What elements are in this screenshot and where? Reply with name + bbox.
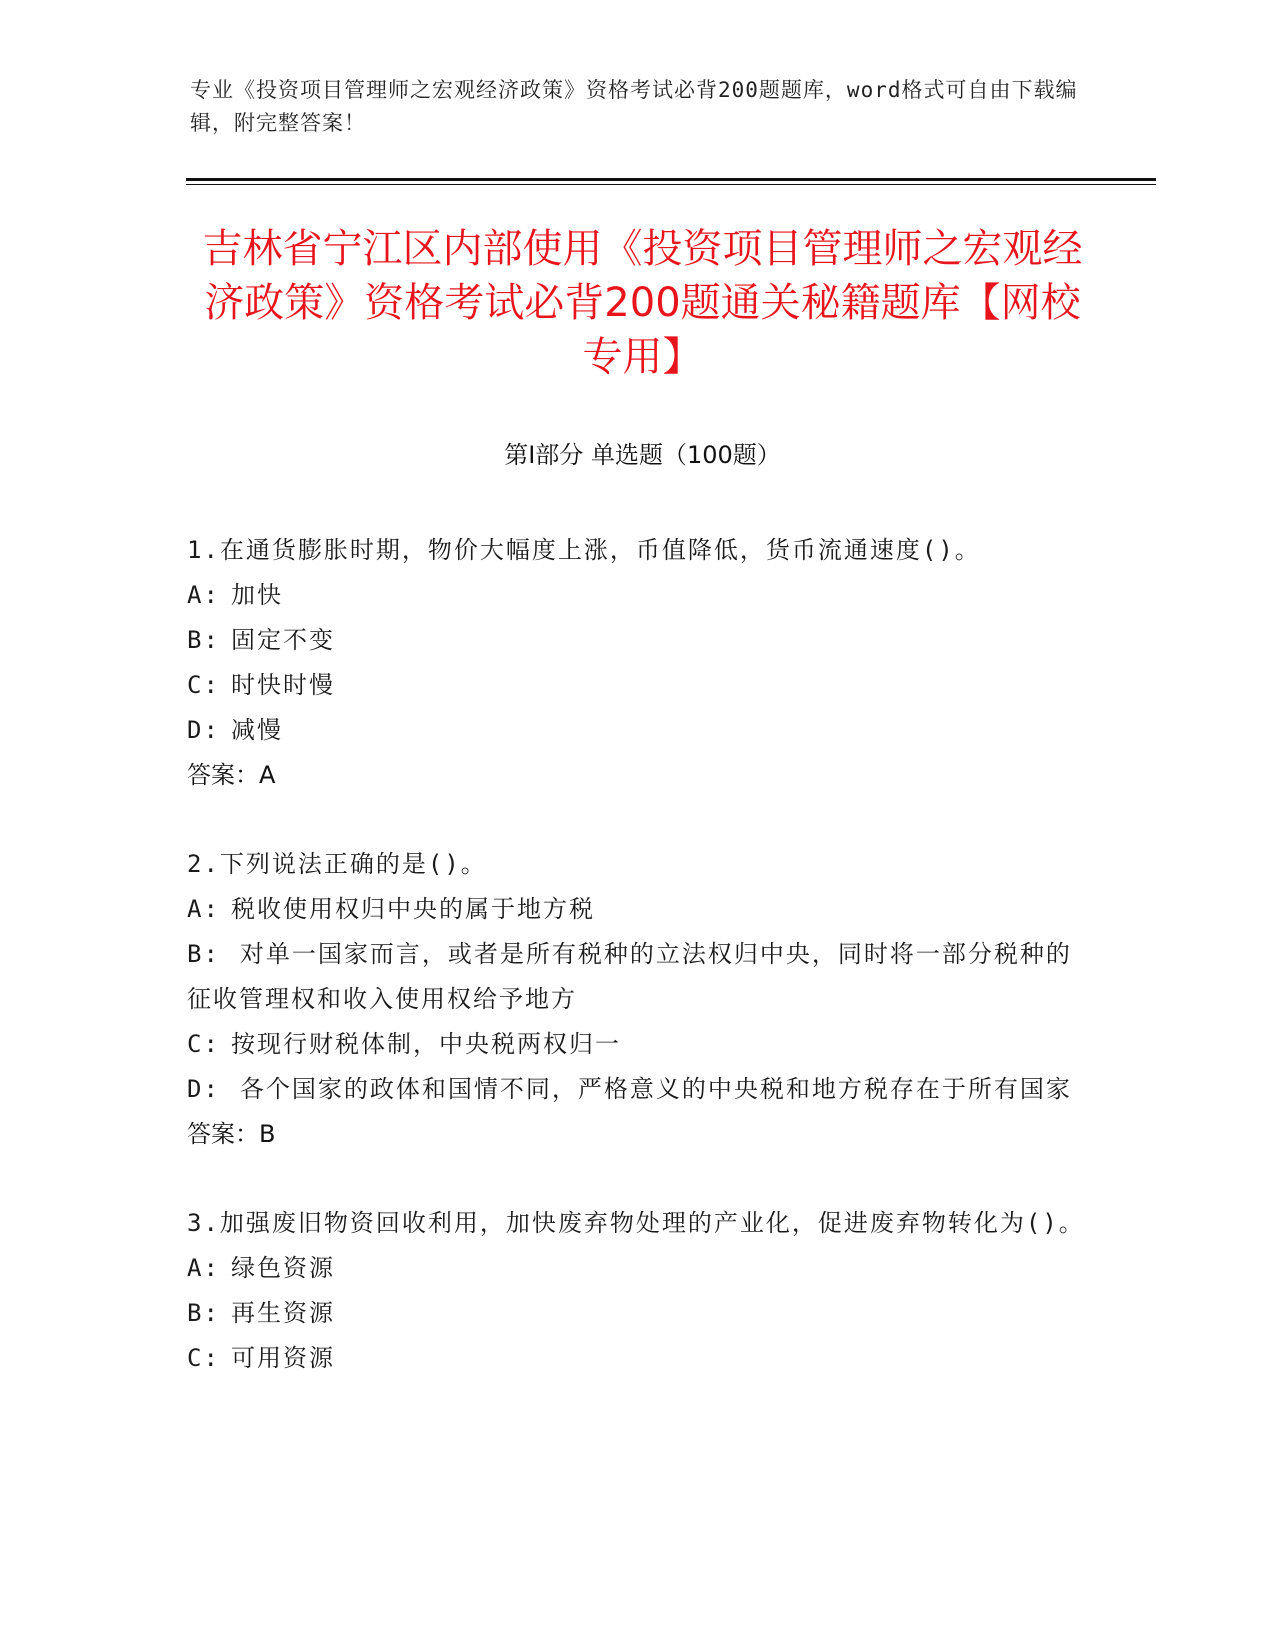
option-b — [187, 1291, 1097, 1336]
section-heading: 第I部分 单选题（100题） — [504, 441, 781, 469]
option-c — [187, 663, 1097, 708]
question-1 — [187, 528, 1097, 798]
question-stem: 3.加强废旧物资回收利用，加快废弃物处理的产业化，促进废弃物转化为()。 — [187, 1209, 1085, 1237]
option-text: 减慢 — [231, 716, 283, 744]
option-key: A: — [187, 895, 220, 923]
header-rule-thick — [186, 178, 1156, 181]
option-b — [187, 932, 1097, 1022]
question-2 — [187, 842, 1097, 1157]
option-key: B: — [187, 626, 220, 654]
option-d — [187, 1067, 1097, 1112]
answer-line: 答案：A — [187, 761, 276, 789]
question-stem: 1.在通货膨胀时期，物价大幅度上涨，币值降低，货币流通速度()。 — [187, 536, 981, 564]
document-title: 吉林省宁江区内部使用《投资项目管理师之宏观经济政策》资格考试必背200题通关秘籍题库【网校专用】 — [202, 226, 1083, 380]
option-text: 再生资源 — [231, 1299, 335, 1327]
option-key: A: — [187, 1254, 220, 1282]
option-text: 可用资源 — [231, 1344, 335, 1372]
option-key: D: — [187, 1075, 220, 1103]
option-key: C: — [187, 671, 220, 699]
option-a — [187, 887, 1097, 932]
option-b — [187, 618, 1097, 663]
option-text: 绿色资源 — [231, 1254, 335, 1282]
option-c — [187, 1336, 1097, 1381]
option-a — [187, 1246, 1097, 1291]
header-note: 专业《投资项目管理师之宏观经济政策》资格考试必背200题题库，word格式可自由下载编辑，附完整答案！ — [190, 78, 1078, 135]
header-rule-thin — [186, 184, 1156, 185]
question-list — [187, 528, 1097, 1425]
question-stem: 2.下列说法正确的是()。 — [187, 850, 487, 878]
option-text: 对单一国家而言，或者是所有税种的立法权归中央，同时将一部分税种的征收管理权和收入使用权给予地方 — [187, 940, 1072, 1013]
answer-line: 答案：B — [187, 1120, 276, 1148]
option-key: B: — [187, 940, 220, 968]
option-d — [187, 708, 1097, 753]
option-key: A: — [187, 581, 220, 609]
option-text: 时快时慢 — [231, 671, 335, 699]
option-text: 各个国家的政体和国情不同，严格意义的中央税和地方税存在于所有国家 — [239, 1075, 1072, 1103]
option-key: C: — [187, 1030, 220, 1058]
option-key: B: — [187, 1299, 220, 1327]
option-a — [187, 573, 1097, 618]
question-3 — [187, 1201, 1097, 1381]
option-text: 按现行财税体制，中央税两权归一 — [231, 1030, 621, 1058]
option-key: D: — [187, 716, 220, 744]
option-text: 加快 — [231, 581, 283, 609]
option-key: C: — [187, 1344, 220, 1372]
option-text: 税收使用权归中央的属于地方税 — [231, 895, 595, 923]
option-c — [187, 1022, 1097, 1067]
option-text: 固定不变 — [231, 626, 335, 654]
